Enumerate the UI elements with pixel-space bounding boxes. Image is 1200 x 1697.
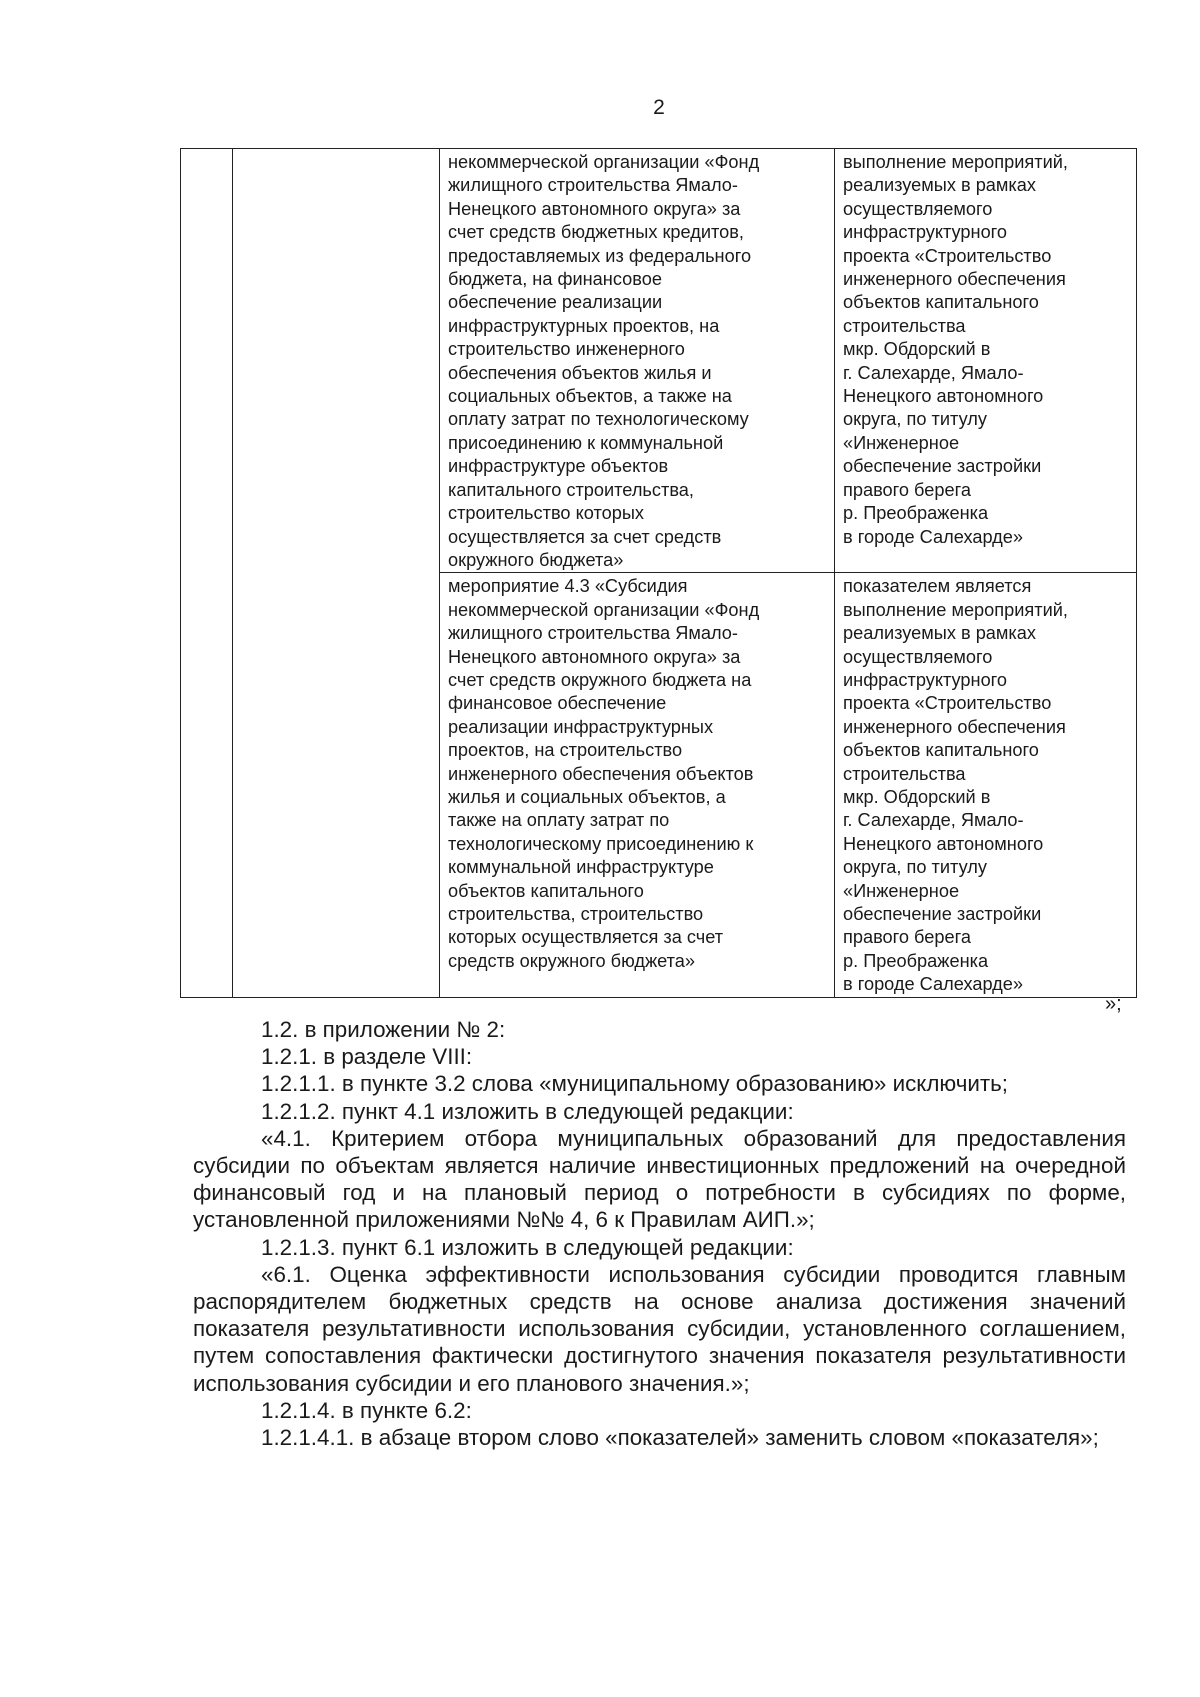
- indicator-text: выполнение мероприятий, реализуемых в рамках осуществляемого инфраструктурного проекта «Строительство инженерного обеспечения объектов капитального строительства мкр. Обдорский в г. Салехарде, Ямало- Ненецкого автономного округа, по титулу «Инженерное обеспечение застройки правого берега р. Преображенка в городе Салехарде»: [843, 152, 1068, 547]
- indicator-text: показателем является выполнение мероприятий, реализуемых в рамках осуществляемого инфраструктурного проекта «Строительство инженерного обеспечения объектов капитального строительства мкр. Обдорский в г. Салехарде, Ямало- Ненецкого автономного округа, по титулу «Инженерное обеспечение застройки правого берега р. Преображенка в городе Салехарде»: [843, 576, 1068, 995]
- clause-1-2: 1.2. в приложении № 2:: [261, 1017, 506, 1042]
- program-events-table: [180, 148, 1137, 998]
- table-row: [181, 149, 1137, 573]
- event-cell: [440, 573, 835, 997]
- amendments-body: [193, 1016, 1126, 1451]
- clause-1-2-1-4-1: 1.2.1.4.1. в абзаце втором слово «показателей» заменить словом «показателя»;: [261, 1425, 1099, 1451]
- clause-4-1-text: «4.1. Критерием отбора муниципальных образований для предоставления субсидии по объектам является наличие инвестиционных предложений на очередной финансовый год и на плановый период о потребности в субсидиях по форме, установленной приложениями №№ 4, 6 к Правилам АИП.»;: [193, 1125, 1126, 1233]
- event-cell: [440, 149, 835, 573]
- event-text: некоммерческой организации «Фонд жилищного строительства Ямало- Ненецкого автономного округа» за счет средств бюджетных кредитов, предоставляемых из федерального бюджета, на финансовое обеспечение реализации инфраструктурных проектов, на строительство инженерного обеспечения объектов жилья и социальных объектов, а также на оплату затрат по технологическому присоединению к коммунальной инфраструктуре объектов капитального строительства, строительство которых осуществляется за счет средств окружного бюджета»: [448, 152, 760, 570]
- page-number: 2: [653, 96, 665, 119]
- indicator-cell: [835, 149, 1137, 573]
- clause-1-2-1-3: 1.2.1.3. пункт 6.1 изложить в следующей редакции:: [261, 1234, 794, 1260]
- clause-1-2-1-4: 1.2.1.4. в пункте 6.2:: [261, 1397, 472, 1423]
- number-cell: [181, 149, 233, 998]
- closing-quote: »;: [1105, 993, 1122, 1015]
- clause-1-2-1: 1.2.1. в разделе VIII:: [261, 1044, 473, 1070]
- event-text: мероприятие 4.3 «Субсидия некоммерческой организации «Фонд жилищного строительства Ямало- Ненецкого автономного округа» за счет средств окружного бюджета на финансовое обеспечение реализации инфраструктурных проектов, на строительство инженерного обеспечения объектов жилья и социальных объектов, а также на оплату затрат по технологическому присоединению к коммунальной инфраструктуре объектов капитального строительства, строительство которых осуществляется за счет средств окружного бюджета»: [448, 576, 760, 971]
- clause-1-2-1-2: 1.2.1.2. пункт 4.1 изложить в следующей редакции:: [261, 1098, 794, 1124]
- clause-6-1-text: «6.1. Оценка эффективности использования субсидии проводится главным распорядителем бюджетных средств на основе анализа достижения значений показателя результативности использования субсидии, установленного соглашением, путем сопоставления фактически достигнутого значения показателя результативности использования субсидии и его планового значения.»;: [193, 1261, 1126, 1396]
- indicator-cell: [835, 573, 1137, 997]
- program-element-cell: [233, 149, 440, 998]
- clause-1-2-1-1: 1.2.1.1. в пункте 3.2 слова «муниципальному образованию» исключить;: [261, 1071, 1009, 1097]
